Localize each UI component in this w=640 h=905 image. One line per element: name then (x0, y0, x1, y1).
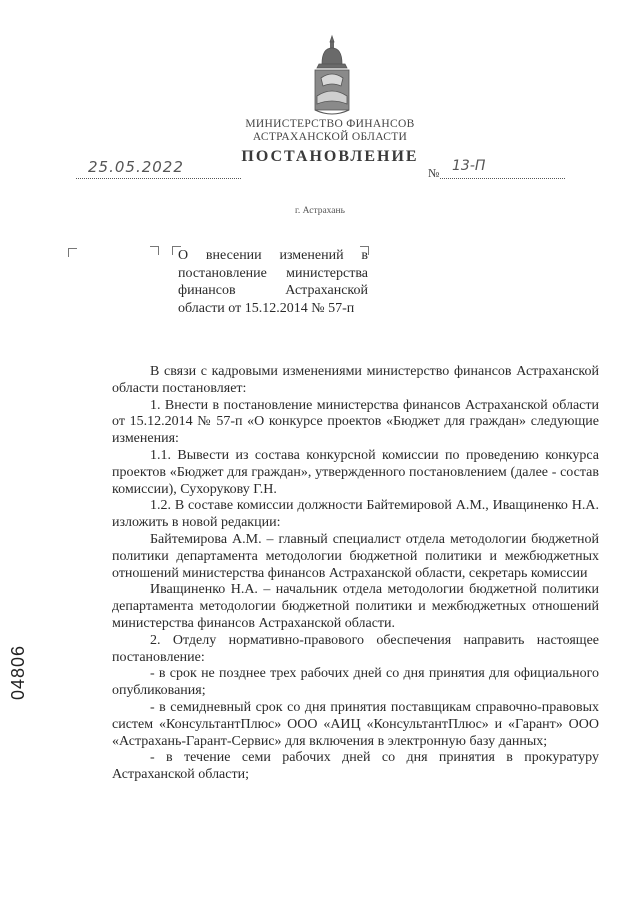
body-paragraph: В связи с кадровыми изменениями министерство финансов Астраханской области постановляет: (112, 364, 599, 396)
body-paragraph: 1.1. Вывести из состава конкурсной комиссии по проведению конкурса проектов «Бюджет для граждан», утвержденного постановлением (далее - состав комиссии), Сухорукову Г.Н. (112, 447, 599, 497)
city-name: г. Астрахань (295, 206, 345, 216)
document-body (112, 364, 599, 784)
document-subject: О внесении изменений в постановление министерства финансов Астраханской области от 15.12.2014 № 57-п (178, 248, 368, 316)
document-date: 25.05.2022 (88, 158, 184, 176)
registry-stamp-number: 04806 (8, 644, 28, 700)
body-paragraph: - в течение семи рабочих дней со дня принятия в прокуратуру Астраханской области; (112, 750, 599, 783)
body-paragraph: Байтемирова А.М. – главный специалист отдела методологии бюджетной политики департамента методологии бюджетной политики и межбюджетных отношений министерства финансов Астраханской области, секретарь комиссии (112, 531, 599, 581)
body-paragraph: - в срок не позднее трех рабочих дней со дня принятия для официального опубликования; (112, 666, 599, 699)
document-number: 13-П (452, 158, 486, 174)
document-type-title: ПОСТАНОВЛЕНИЕ (241, 148, 419, 165)
ministry-name-line2: АСТРАХАНСКОЙ ОБЛАСТИ (252, 131, 408, 143)
body-paragraph: - в семидневный срок со дня принятия поставщикам справочно-правовых систем «КонсультантПлюс» ООО «АИЦ «КонсультантПлюс» и «Гарант» ООО «Астрахань-Гарант-Сервис» для включения в электронную базу данных; (112, 699, 599, 749)
number-label: № (428, 166, 440, 180)
bracket-corner (150, 246, 159, 255)
ministry-name-line1: МИНИСТЕРСТВО ФИНАНСОВ (245, 118, 415, 130)
bracket-corner (68, 248, 77, 257)
body-paragraph: Иващиненко Н.А. – начальник отдела методологии бюджетной политики департамента методологии бюджетной политики и межбюджетных отношений министерства финансов Астраханской области. (112, 582, 599, 631)
body-paragraph: 2. Отделу нормативно-правового обеспечения направить настоящее постановление: (112, 632, 599, 665)
coat-of-arms-emblem (305, 34, 359, 118)
body-paragraph: 1.2. В составе комиссии должности Байтемировой А.М., Иващиненко Н.А. изложить в новой редакции: (112, 498, 599, 531)
body-paragraph: 1. Внести в постановление министерства финансов Астраханской области от 15.12.2014 № 57-п «О конкурсе проектов «Бюджет для граждан» следующие изменения: (112, 397, 599, 447)
